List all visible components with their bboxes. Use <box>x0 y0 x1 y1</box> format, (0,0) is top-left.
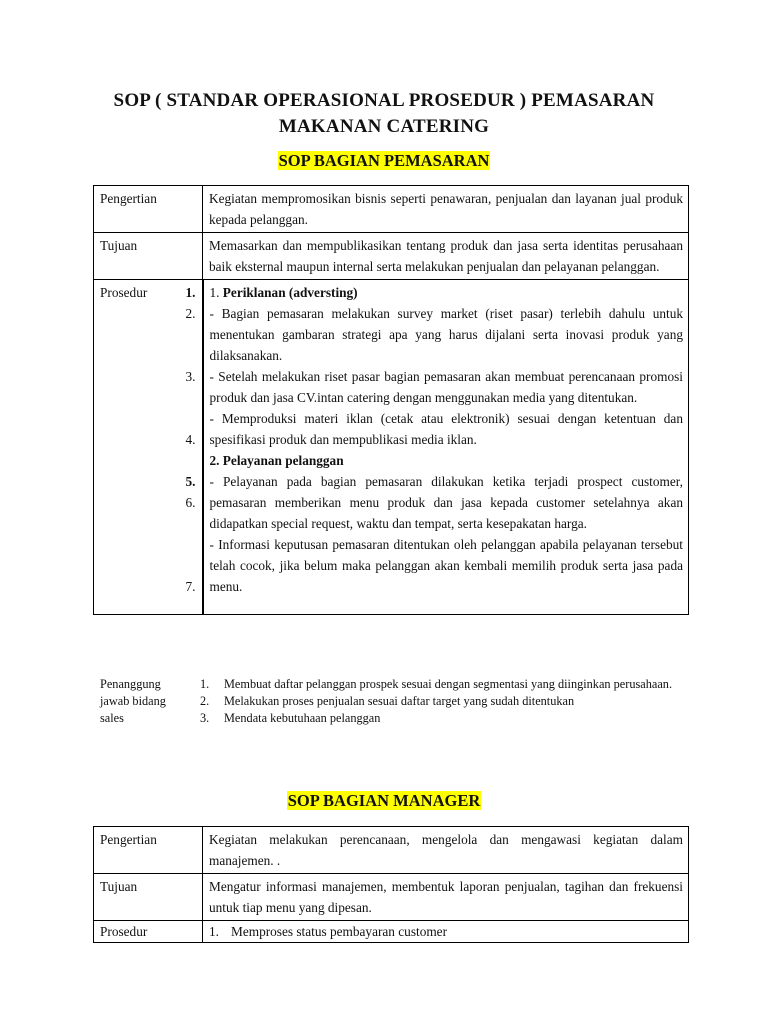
list-item-number: 3. <box>200 711 210 725</box>
list-item-number: 2. <box>200 694 210 708</box>
list-item-text: Melakukan proses penjualan sesuai daftar target yang sudah ditentukan <box>224 694 575 708</box>
list-item <box>200 676 690 693</box>
manager-tujuan-text: Mengatur informasi manajemen, membentuk laporan penjualan, tagihan dan frekuensi untuk tiap menu yang dipesan. <box>203 874 689 921</box>
responsibility-label <box>100 676 190 727</box>
sop-table-pemasaran <box>93 185 689 615</box>
step-2-text: - Bagian pemasaran melakukan survey market (riset pasar) terlebih dahulu untuk menentukan gambaran strategi apa yang harus dijalani serta inovasi produk yang dilaksanakan. <box>209 306 683 363</box>
pengertian-text: Kegiatan mempromosikan bisnis seperti penawaran, penjualan dan layanan jual produk kepada pelanggan. <box>203 186 689 233</box>
step-1 <box>210 282 684 303</box>
step-number-5: 5. <box>185 474 196 489</box>
responsibility-label-line-1: Penanggung <box>100 677 161 691</box>
list-item <box>200 710 690 727</box>
manager-tujuan-label: Tujuan <box>94 874 203 921</box>
table-row-tujuan <box>94 874 689 921</box>
step-3-text: - Setelah melakukan riset pasar bagian pemasaran akan membuat perencanaan promosi produk dan jasa CV.intan catering dengan menggunakan media yang ditentukan. <box>209 369 683 405</box>
tujuan-text: Memasarkan dan mempublikasikan tentang produk dan jasa serta identitas perusahaan baik eksternal maupun internal serta melakukan penjualan dan pelayanan pelanggan. <box>203 233 689 280</box>
manager-pengertian-label: Pengertian <box>94 827 203 874</box>
table-row-prosedur <box>94 921 689 943</box>
manager-step-1 <box>209 923 683 940</box>
step-5-heading: 2. Pelayanan pelanggan <box>209 453 344 468</box>
list-item-number: 1. <box>200 677 210 691</box>
manager-prosedur-label: Prosedur <box>94 921 203 943</box>
table-row-tujuan <box>94 233 689 280</box>
list-item-text: Membuat daftar pelanggan prospek sesuai dengan segmentasi yang diinginkan perusahaan. <box>224 677 673 691</box>
list-item-text: Mendata kebutuhaan pelanggan <box>224 711 381 725</box>
manager-step-1-text: Memproses status pembayaran customer <box>231 924 448 939</box>
prosedur-steps <box>203 280 689 615</box>
section-heading-pemasaran <box>0 150 768 172</box>
step-number-6: 6. <box>185 495 196 510</box>
step-1-heading: Periklanan (adversting) <box>222 285 358 300</box>
step-6-text: - Pelayanan pada bagian pemasaran dilakukan ketika terjadi prospect customer, pemasaran memberikan menu produk dan jasa kepada customer setelahnya akan didapatkan special request, waktu dan tempat, serta kesepakatan harga. <box>209 474 683 531</box>
step-4-text: - Memproduksi materi iklan (cetak atau elektronik) sesuai dengan ketentuan dan spesifikasi produk dan mempublikasi media iklan. <box>209 411 683 447</box>
table-row-pengertian <box>94 186 689 233</box>
responsibility-label-line-3: sales <box>100 711 124 725</box>
manager-pengertian-text: Kegiatan melakukan perencanaan, mengelola dan mengawasi kegiatan dalam manajemen. . <box>203 827 689 874</box>
section-heading-pemasaran-text: SOP BAGIAN PEMASARAN <box>278 151 490 170</box>
table-row-pengertian <box>94 827 689 874</box>
title-line-2: MAKANAN CATERING <box>278 116 490 137</box>
step-number-1: 1. <box>185 285 196 300</box>
tujuan-label: Tujuan <box>94 233 203 280</box>
responsibility-list <box>200 676 690 727</box>
step-number-3: 3. <box>185 369 196 384</box>
document-title <box>0 88 768 140</box>
step-1-prefix: 1. <box>209 285 223 300</box>
section-heading-manager-text: SOP BAGIAN MANAGER <box>287 791 481 810</box>
prosedur-label: Prosedur <box>100 285 148 300</box>
step-number-2: 2. <box>185 306 196 321</box>
prosedur-label-cell <box>94 280 203 615</box>
step-7-text: - Informasi keputusan pemasaran ditentukan oleh pelanggan apabila pelayanan tersebut telah cocok, jika belum maka pelanggan akan kembali memilih produk serta jasa pada menu. <box>209 537 683 594</box>
pengertian-label: Pengertian <box>94 186 203 233</box>
responsibility-label-line-2: jawab bidang <box>100 694 166 708</box>
step-number-4: 4. <box>185 432 196 447</box>
title-line-1: SOP ( STANDAR OPERASIONAL PROSEDUR ) PEMASARAN <box>113 90 655 111</box>
section-heading-manager <box>0 790 768 812</box>
manager-prosedur-steps <box>203 921 689 943</box>
step-number-7: 7. <box>185 579 196 594</box>
sop-table-manager <box>93 826 689 943</box>
table-row-prosedur <box>94 280 689 615</box>
list-item <box>200 693 690 710</box>
manager-step-1-number: 1. <box>209 924 219 939</box>
